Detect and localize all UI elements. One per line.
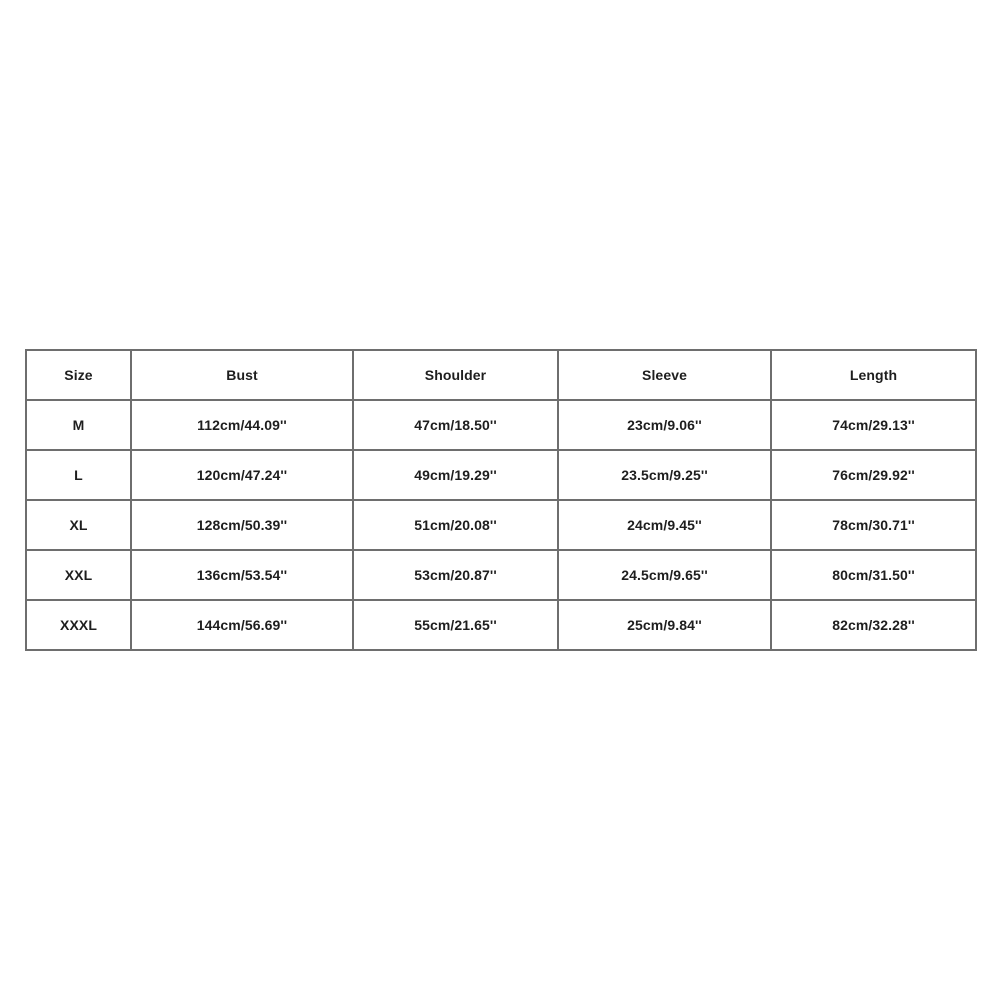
table-row [26,600,976,650]
cell-sleeve: 23cm/9.06'' [558,400,771,450]
cell-sleeve: 25cm/9.84'' [558,600,771,650]
cell-size: XXL [26,550,131,600]
cell-length: 76cm/29.92'' [771,450,976,500]
cell-size: M [26,400,131,450]
cell-shoulder: 47cm/18.50'' [353,400,558,450]
cell-sleeve: 24cm/9.45'' [558,500,771,550]
size-chart-table [25,349,977,651]
cell-length: 78cm/30.71'' [771,500,976,550]
cell-size: XL [26,500,131,550]
cell-size: XXXL [26,600,131,650]
table-row [26,500,976,550]
header-length: Length [771,350,976,400]
cell-bust: 120cm/47.24'' [131,450,353,500]
cell-shoulder: 51cm/20.08'' [353,500,558,550]
header-bust: Bust [131,350,353,400]
header-row [26,350,976,400]
cell-bust: 144cm/56.69'' [131,600,353,650]
cell-length: 74cm/29.13'' [771,400,976,450]
cell-sleeve: 24.5cm/9.65'' [558,550,771,600]
cell-shoulder: 53cm/20.87'' [353,550,558,600]
table-row [26,550,976,600]
cell-length: 80cm/31.50'' [771,550,976,600]
cell-bust: 112cm/44.09'' [131,400,353,450]
header-sleeve: Sleeve [558,350,771,400]
cell-length: 82cm/32.28'' [771,600,976,650]
cell-bust: 128cm/50.39'' [131,500,353,550]
table-row [26,450,976,500]
cell-shoulder: 49cm/19.29'' [353,450,558,500]
cell-shoulder: 55cm/21.65'' [353,600,558,650]
cell-size: L [26,450,131,500]
table-row [26,400,976,450]
cell-bust: 136cm/53.54'' [131,550,353,600]
header-size: Size [26,350,131,400]
cell-sleeve: 23.5cm/9.25'' [558,450,771,500]
header-shoulder: Shoulder [353,350,558,400]
